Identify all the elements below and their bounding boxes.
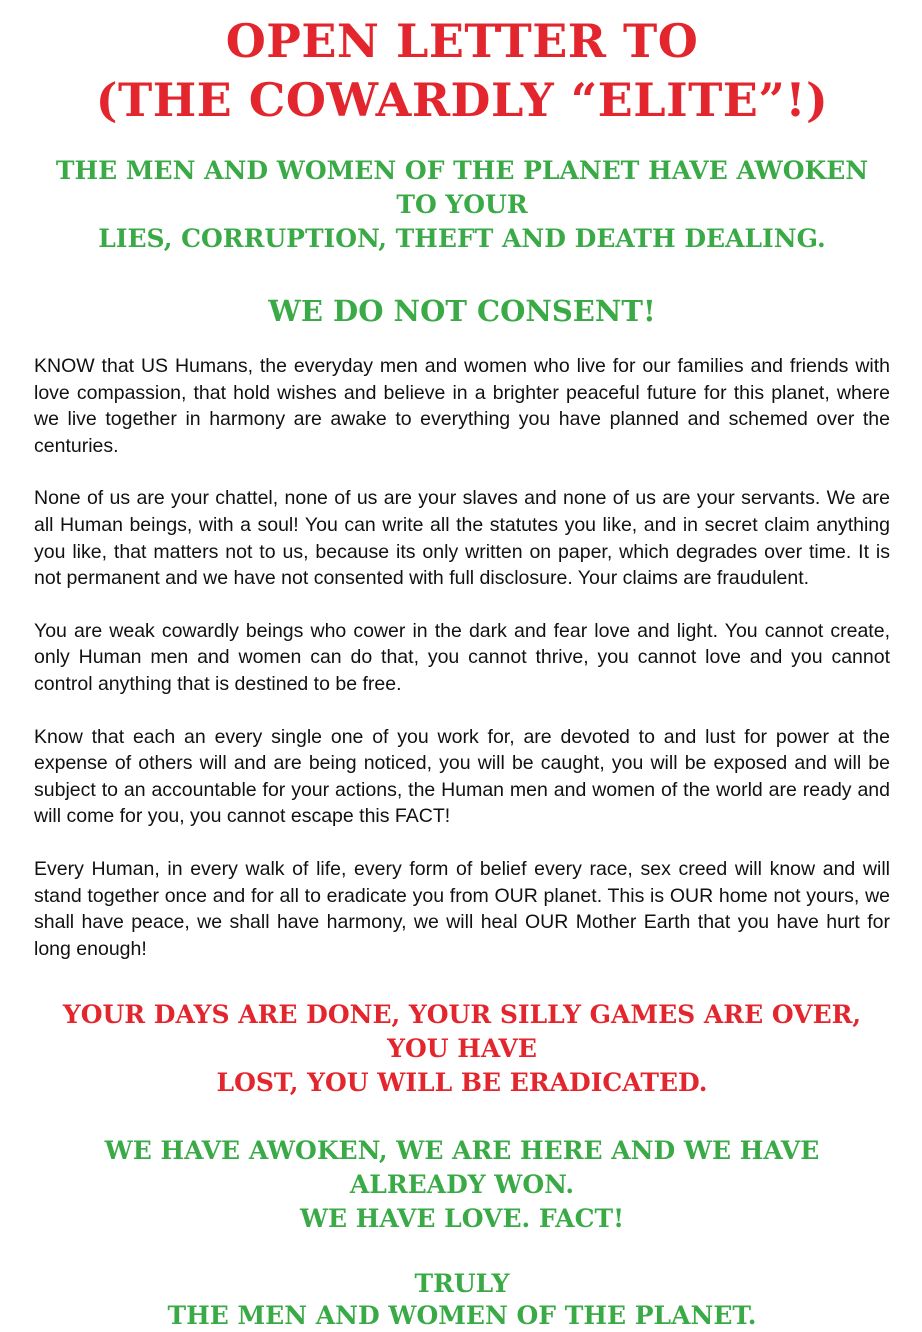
subheading (34, 154, 890, 256)
affirmation-heading (34, 1134, 890, 1236)
affirmation-line-2: WE HAVE LOVE. FACT! (299, 1204, 625, 1234)
letter-title (34, 12, 890, 130)
warning-line-2: LOST, YOU WILL BE ERADICATED. (216, 1068, 708, 1098)
signoff-line-2: THE MEN AND WOMEN OF THE PLANET. (167, 1301, 757, 1331)
warning-line-1: YOUR DAYS ARE DONE, YOUR SILLY GAMES ARE OVER, YOU HAVE (62, 1000, 862, 1064)
subheading-line-2: LIES, CORRUPTION, THEFT AND DEATH DEALING. (98, 224, 826, 253)
declaration-heading: WE DO NOT CONSENT! (268, 294, 656, 328)
subheading-line-1: THE MEN AND WOMEN OF THE PLANET HAVE AWOKEN TO YOUR (55, 156, 869, 219)
signoff (34, 1268, 890, 1332)
signoff-line-1: TRULY (414, 1269, 510, 1299)
title-line-2: (THE COWARDLY “ELITE”!) (95, 73, 829, 127)
title-line-1: OPEN LETTER TO (225, 14, 699, 68)
paragraph-4: Know that each an every single one of you work for, are devoted to and lust for power at the expense of others will and are being noticed, you will be caught, you will be exposed and will be subject to an accountable for your actions, the Human men and women of the world are ready and will come for you, you cannot escape this FACT! (34, 725, 890, 828)
paragraph-3: You are weak cowardly beings who cower in the dark and fear love and light. You cannot create, only Human men and women can do that, you cannot thrive, you cannot love and you cannot control anything that is destined to be free. (34, 619, 890, 695)
affirmation-line-1: WE HAVE AWOKEN, WE ARE HERE AND WE HAVE ALREADY WON. (104, 1136, 820, 1200)
paragraph-5: Every Human, in every walk of life, every form of belief every race, sex creed will know and will stand together once and for all to eradicate you from OUR planet. This is OUR home not yours, we shall have peace, we shall have harmony, we will heal OUR Mother Earth that you have hurt for long enough! (34, 857, 890, 960)
paragraph-1: KNOW that US Humans, the everyday men and women who live for our families and friends with love compassion, that hold wishes and believe in a brighter peaceful future for this planet, where we live together in harmony are awake to everything you have planned and schemed over the centuries. (34, 355, 890, 457)
warning-heading (34, 998, 890, 1100)
paragraph-2: None of us are your chattel, none of us are your slaves and none of us are your servants. We are all Human beings, with a soul! You can write all the statutes you like, and in secret claim anything you like, that matters not to us, because its only written on paper, which degrades over time. It is not permanent and we have not consented with full disclosure. Your claims are fraudulent. (34, 487, 890, 590)
